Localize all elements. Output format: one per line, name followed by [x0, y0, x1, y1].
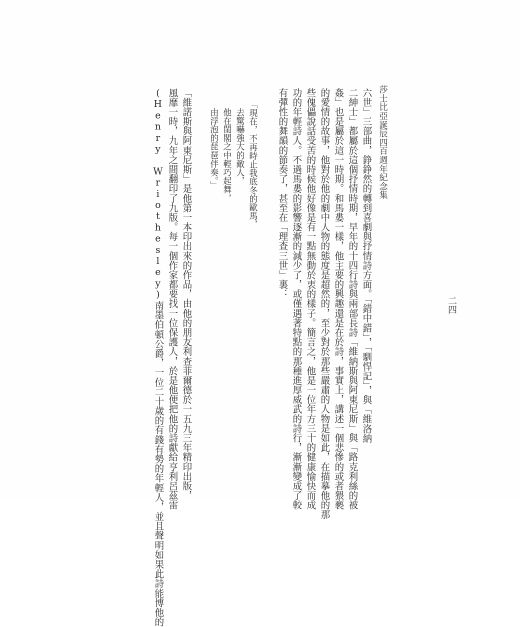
- text-column: 「維諾斯與阿東尼斯」是他第一本印出來的作品，由他的朋友利查菲爾德於一五九三年精印出版，: [180, 88, 192, 501]
- text-column: 風靡一時，九年之間翻印了九版。每一個作家都要找一位保護人，於是他便把他的詩獻給亨利呂茲雷: [166, 88, 178, 510]
- text-column: (Henry Wriothesley)南墨伯頓公爵，一位二十歲的有錢有勢的年輕人，並且聲明如果此詩能博他的: [152, 88, 164, 627]
- text-column: 的愛情的故事，他對於他的劇中人物的態度是超然的，至少對於那些嚴肅的人物是如此，在描摹他的那: [318, 88, 330, 520]
- text-column: 功的年輕詩人。不過馬婁的影響逐漸的減少了，或僅遇著特點的那種進厚威武的詩行，漸漸變成了較: [290, 88, 302, 510]
- page-number: 二四: [446, 296, 456, 315]
- quote-line: 「現在，不再時止我底冬的歐馬，: [248, 100, 259, 229]
- text-column: 有彈性的舞韻的節奏了，甚至在「理查三世」裏：: [276, 88, 288, 299]
- quote-line: 他在閨閣之中輕巧起舞，: [222, 108, 233, 203]
- running-title: 莎士比亞誕辰四百週年紀念集: [377, 85, 388, 200]
- quote-line: 由浮泡的琵琶伴奏。」: [209, 108, 220, 190]
- text-column: 姦」也是屬於這一時期。和馬婁一樣，他主要的興趣還是在於詩，事實上，講述一個悲慘的或者猥褻: [332, 88, 344, 510]
- text-column: 些傀儡說話受苦的時候他好像是有一點無動於衷的樣子。簡言之，他是一位年方三十的健康愉快而成: [304, 88, 316, 510]
- text-column: 二紳士」都屬於這個抒情時期，早年的十四行詩與兩部長詩「維納斯與阿東尼斯」與「路克利絲的被: [346, 88, 358, 510]
- text-column: 六世」三部曲，錚錚然的轉到喜劇與抒情詩方面。「錯中錯」，「馴悍記」，與「維洛納: [360, 88, 372, 444]
- quote-line: 去驚嚇強大的敵人，: [235, 108, 246, 186]
